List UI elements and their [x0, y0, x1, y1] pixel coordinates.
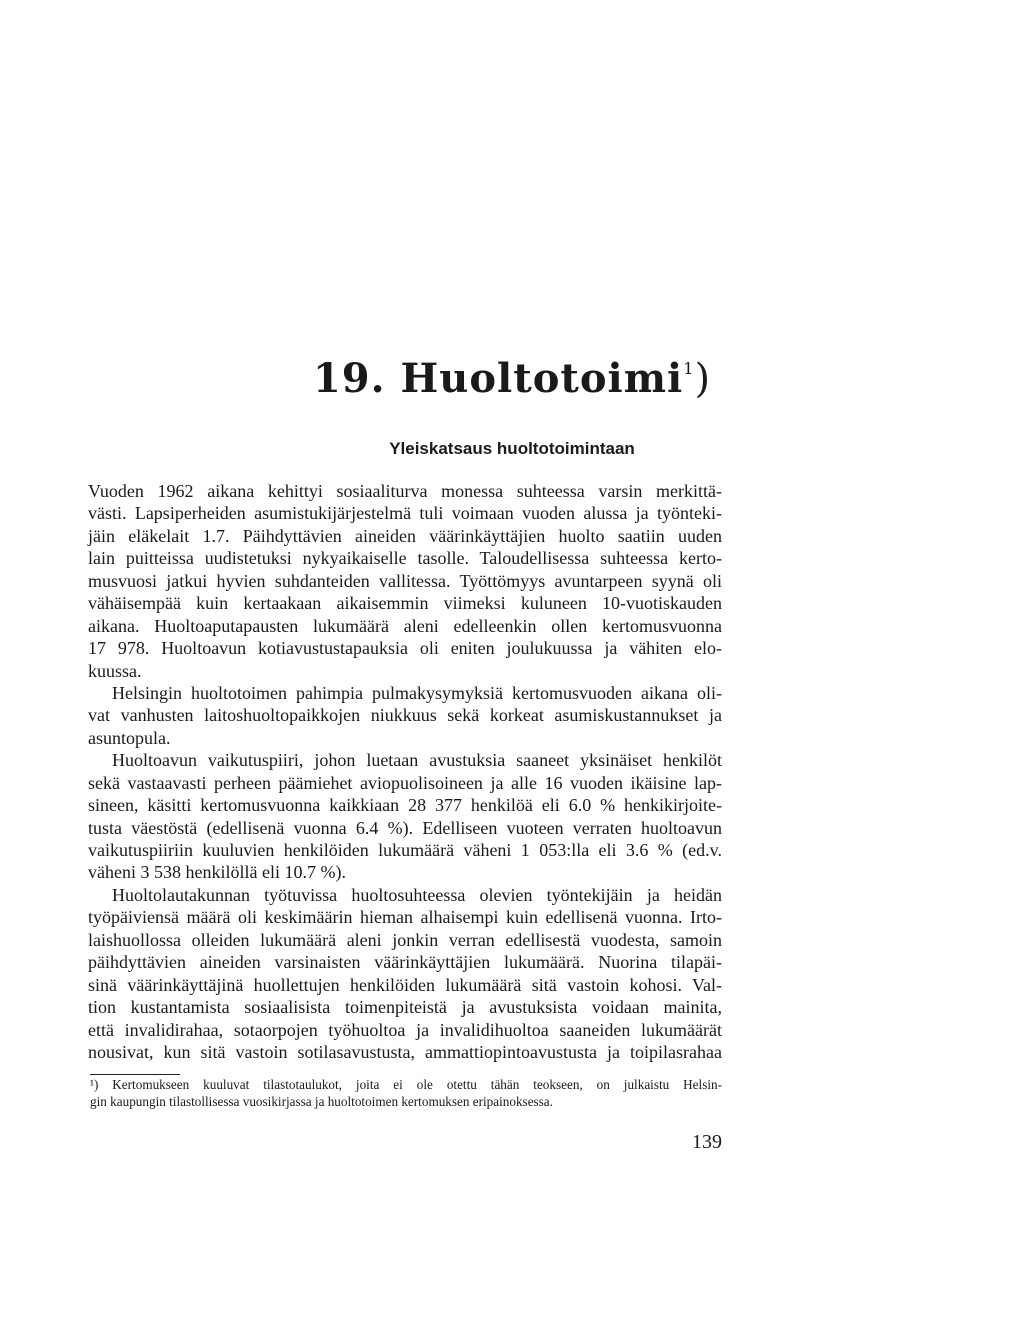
body-line: asuntopula.: [88, 727, 171, 748]
body-text: [88, 480, 722, 1063]
body-line: nousivat, kun sitä vastoin sotilasavustusta, ammattiopintoavustusta ja toipilasrahaa: [88, 1041, 722, 1062]
footnote: [90, 1076, 722, 1110]
body-line: lain puitteissa uudistetuksi nykyaikaiselle tasolle. Taloudellisessa suhteessa kerto-: [88, 548, 722, 569]
body-line: väheni 3 538 henkilöllä eli 10.7 %).: [88, 862, 346, 883]
body-line: Huoltoavun vaikutuspiiri, johon luetaan avustuksia saaneet yksinäiset henkilöt: [112, 750, 722, 771]
body-line: sekä vastaavasti perheen päämiehet aviopuolisoineen ja alle 16 vuoden ikäisine lap-: [88, 772, 722, 793]
body-line: sineen, käsitti kertomusvuonna kaikkiaan 28 377 henkilöä eli 6.0 % henkikirjoite-: [88, 795, 722, 816]
chapter-title: [0, 344, 1024, 404]
chapter-name: Huoltotoimi: [400, 355, 684, 402]
footnote-line: ¹) Kertomukseen kuuluvat tilastotaulukot, joita ei ole otettu tähän teokseen, on julkaistu Helsin-: [90, 1077, 722, 1092]
body-line: vaikutuspiiriin kuuluvien henkilöiden lukumäärä väheni 1 053:lla eli 3.6 % (ed.v.: [88, 840, 722, 860]
body-line: 17 978. Huoltoavun kotiavustustapauksia oli eniten joulukuussa ja vähiten elo-: [88, 638, 722, 659]
body-line: päihdyttävien aineiden varsinaisten väärinkäyttäjien lukumäärä. Nuorina tilapäi-: [88, 952, 722, 973]
body-line: laishuollossa olleiden lukumäärä aleni jonkin verran edellisestä vuodesta, samoin: [88, 929, 722, 950]
body-line: aikana. Huoltoaputapausten lukumäärä aleni edelleenkin ollen kertomusvuonna: [88, 615, 722, 636]
footnote-rule: [90, 1074, 180, 1075]
body-line: Huoltolautakunnan työtuvissa huoltosuhteessa olevien työntekijäin ja heidän: [112, 884, 722, 905]
footnote-line: gin kaupungin tilastollisessa vuosikirjassa ja huoltotoimen kertomuksen eripainoksessa.: [90, 1094, 553, 1109]
body-line: jäin eläkelait 1.7. Päihdyttävien aineiden väärinkäyttäjien huolto saatiin uuden: [88, 525, 722, 546]
body-line: tusta väestöstä (edellisenä vuonna 6.4 %). Edelliseen vuoteen verraten huoltoavun: [88, 817, 722, 838]
body-line: Vuoden 1962 aikana kehittyi sosiaaliturva monessa suhteessa varsin merkittä-: [88, 481, 722, 501]
body-line: tion kustantamista sosiaalisista toimenpiteistä ja avustuksista voidaan mainita,: [88, 997, 722, 1018]
footnote-marker: 1: [683, 359, 695, 378]
footnote-paren: ): [694, 356, 712, 402]
chapter-number: 19.: [312, 355, 386, 402]
body-line: kuussa.: [88, 660, 142, 681]
body-line: Helsingin huoltotoimen pahimpia pulmakysymyksiä kertomusvuoden aikana oli-: [112, 682, 722, 703]
page-number: 139: [692, 1131, 722, 1153]
section-heading: Yleiskatsaus huoltotoimintaan: [389, 439, 635, 458]
body-line: vat vanhusten laitoshuoltopaikkojen niukkuus sekä korkeat asumiskustannukset ja: [88, 705, 722, 726]
body-line: vähäisempää kuin kertaakaan aikaisemmin viimeksi kuluneen 10-vuotiskauden: [88, 593, 722, 614]
body-line: västi. Lapsiperheiden asumistukijärjestelmä tuli voimaan vuoden alussa ja työnteki-: [88, 503, 722, 524]
body-line: sinä väärinkäyttäjinä huollettujen henkilöiden lukumäärä sitä vastoin kohosi. Val-: [88, 974, 722, 995]
body-line: työpäiviensä määrä oli keskimäärin hieman alhaisempi kuin edellisenä vuonna. Irto-: [88, 907, 722, 928]
body-line: musvuosi jatkui hyvien suhdanteiden vallitessa. Työttömyys avuntarpeen syynä oli: [88, 570, 722, 591]
body-line: että invalidirahaa, sotaorpojen työhuoltoa ja invalidihuoltoa saaneiden lukumäärät: [88, 1019, 722, 1040]
